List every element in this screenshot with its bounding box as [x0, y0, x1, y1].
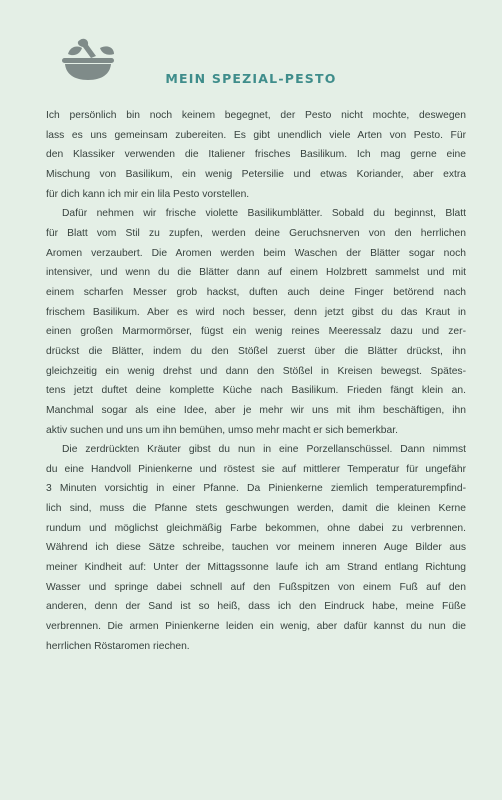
text-line: tens jetzt duftet deine komplette Küche nach Basilikum. Frieden fängt klein an. [46, 385, 466, 397]
text-line: Manchmal sogar als eine Idee, aber je mehr wir uns mit ihm beschäftigen, ihn [46, 404, 466, 416]
text-line: herrlichen Röstaromen riechen. [46, 640, 190, 652]
page-title: MEIN SPEZIAL-PESTO [165, 71, 337, 86]
text-line: Während ich diese Sätze schreibe, tauchen vor meinem inneren Auge Bilder aus [46, 542, 466, 554]
text-line: Wasser und springe dabei schnell auf den Fußspitzen von einem Fuß auf den [46, 581, 466, 593]
text-line: Mischung von Basilikum, ein wenig Petersilie und etwas Koriander, aber extra [46, 168, 466, 180]
text-line: für dich kann ich mir ein lila Pesto vorstellen. [46, 188, 250, 200]
body-text [46, 106, 466, 656]
text-line: einem scharfen Messer grob hackst, duften auch deine Finger betörend nach [46, 286, 466, 298]
text-line: frischem Basilikum. Aber es wird noch besser, denn jetzt gibst du das Kraut in [46, 306, 466, 318]
text-line: Dafür nehmen wir frische violette Basilikumblätter. Sobald du beginnst, Blatt [62, 208, 466, 220]
text-line: intensiver, und wenn du die Blätter dann auf einem Holzbrett sammelst und mit [46, 267, 466, 279]
text-line: anderen, denn der Sand ist so heiß, dass ich den Eindruck habe, meine Füße [46, 601, 466, 613]
text-line: meiner Kindheit auf: Unter der Mittagssonne laufe ich am Strand entlang Richtung [46, 562, 466, 574]
paragraph [46, 440, 466, 656]
text-line: 3 Minuten vorsichtig in einer Pfanne. Da Pinienkerne ziemlich temperaturempfind- [46, 483, 466, 495]
text-line: für Blatt vom Stil zu zupfen, werden deine Geruchsnerven von den herrlichen [46, 227, 466, 239]
text-line: verbrennen. Die armen Pinienkerne leiden ein wenig, aber dafür kannst du nun die [46, 621, 466, 633]
text-line: drückst die Blätter, indem du den Stößel zuerst über die Blätter drückst, ihn [46, 345, 466, 357]
text-line: Die zerdrückten Kräuter gibst du nun in eine Porzellanschüssel. Dann nimmst [62, 444, 466, 456]
text-line: lich sind, muss die Pfanne stets geschwungen werden, damit die kleinen Kerne [46, 503, 466, 515]
text-line: Ich persönlich bin noch keinem begegnet, der Pesto nicht mochte, deswegen [46, 110, 466, 121]
text-line: du eine Handvoll Pinienkerne und röstest sie auf mittlerer Temperatur für ungefähr [46, 463, 466, 475]
text-line: Aromen verzaubert. Die Aromen werden beim Waschen der Blätter sogar noch [46, 247, 466, 259]
text-line: rundum und möglichst gleichmäßig Farbe bekommen, ohne dabei zu verbrennen. [46, 522, 466, 534]
text-line: aktiv suchen und uns um ihn bemühen, umso mehr macht er sich bemerkbar. [46, 424, 398, 436]
text-line: lass es uns gemeinsam zubereiten. Es gibt unendlich viele Arten von Pesto. Für [46, 129, 466, 141]
text-line: gleichzeitig ein wenig drehst und dann den Stößel in Kreisen bewegst. Spätes- [46, 365, 466, 377]
text-line: einen großen Marmormörser, fügst ein wenig reines Meeressalz dazu und zer- [46, 326, 466, 338]
text-line: den Klassiker verwenden die Italiener frisches Basilikum. Ich mag gerne eine [46, 149, 466, 161]
paragraph [46, 204, 466, 440]
paragraph [46, 106, 466, 204]
